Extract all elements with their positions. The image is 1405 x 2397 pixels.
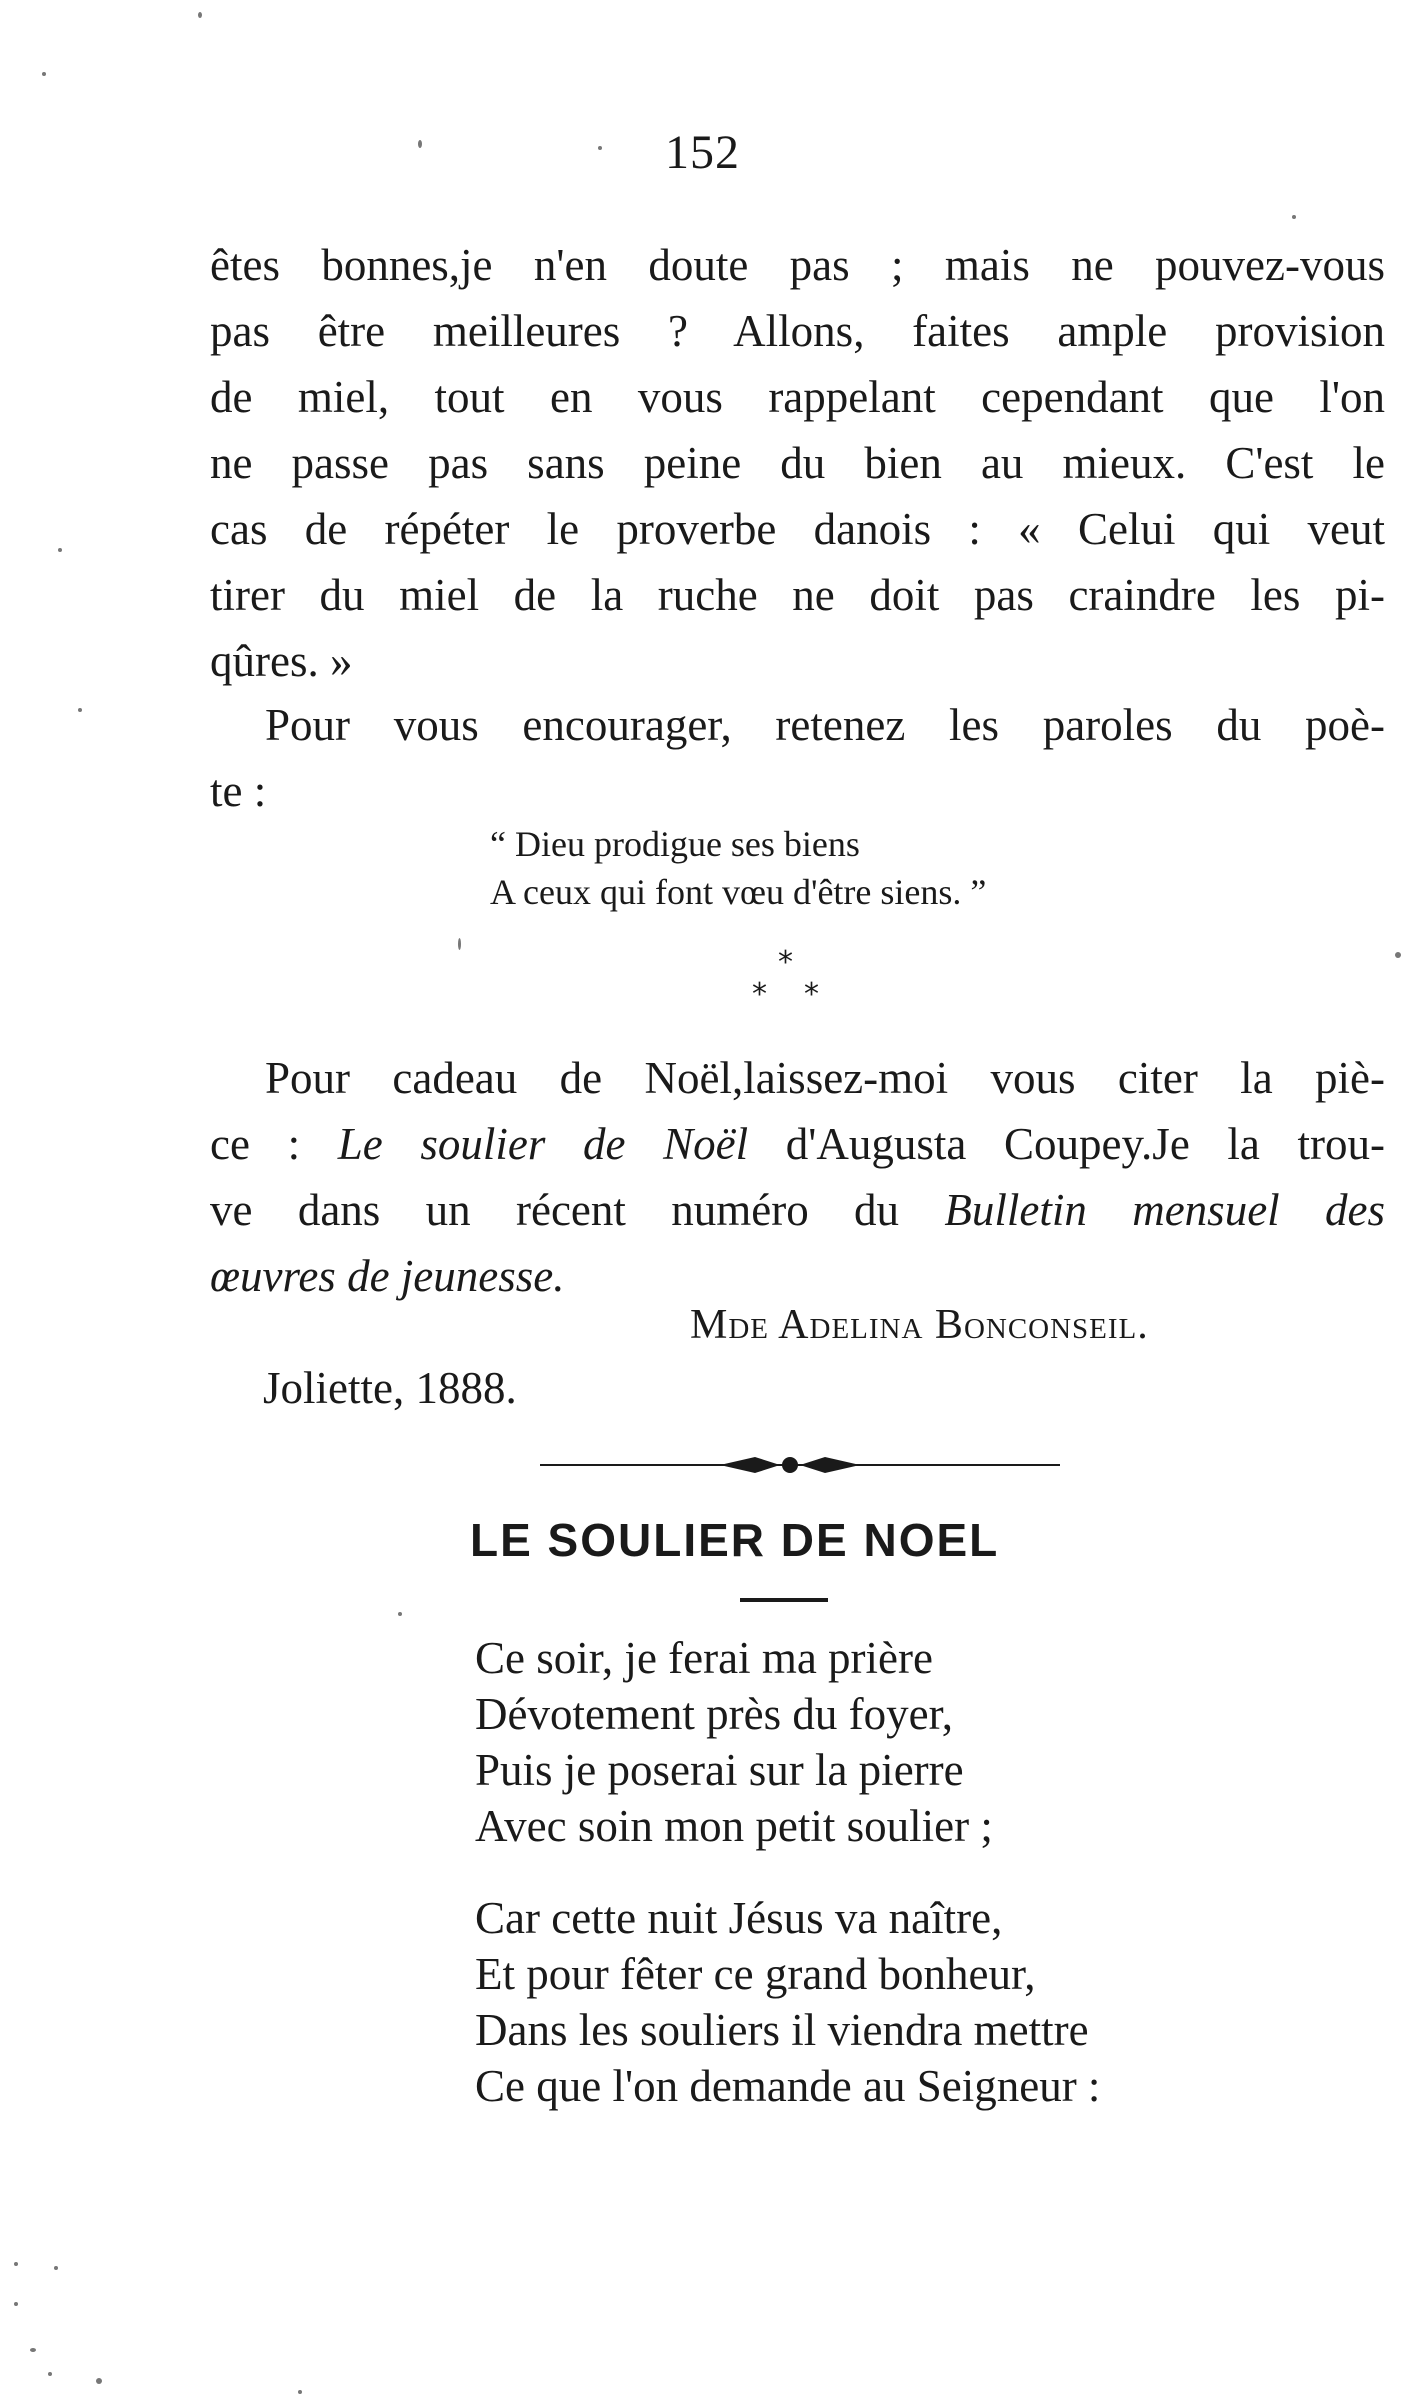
text-line bbox=[210, 1111, 1385, 1177]
text-line bbox=[210, 1177, 1385, 1243]
text-segment: ve dans un récent numéro du bbox=[210, 1185, 945, 1235]
scan-speck bbox=[14, 2302, 18, 2306]
text-segment: d'Augusta Coupey.Je la trou- bbox=[748, 1119, 1386, 1169]
scan-speck bbox=[96, 2378, 102, 2384]
quote-line: “ Dieu prodigue ses biens bbox=[490, 824, 860, 864]
author-signature: Mde Adelina Bonconseil. bbox=[690, 1302, 1149, 1348]
asterisk-icon: * bbox=[752, 977, 767, 1012]
scan-speck bbox=[58, 548, 62, 552]
place-date: Joliette, 1888. bbox=[263, 1363, 517, 1413]
scan-speck bbox=[418, 140, 422, 148]
poem-stanza-2 bbox=[475, 1890, 1100, 2114]
italic-title: Bulletin mensuel des bbox=[944, 1185, 1385, 1235]
text-line: pas être meilleures ? Allons, faites ample provision bbox=[210, 306, 1385, 356]
verse-line: Puis je poserai sur la pierre bbox=[475, 1745, 964, 1795]
verse-line: Et pour fêter ce grand bonheur, bbox=[475, 1949, 1036, 1999]
scan-speck bbox=[398, 1612, 402, 1616]
poem-title: LE SOULIER DE NOEL bbox=[470, 1514, 1000, 1566]
verse-line: Dans les souliers il viendra mettre bbox=[475, 2005, 1089, 2055]
italic-title: œuvres de jeunesse. bbox=[210, 1251, 565, 1301]
scan-speck bbox=[458, 938, 461, 950]
paragraph-1 bbox=[210, 232, 1385, 694]
paragraph-2 bbox=[210, 692, 1385, 824]
asterisk-icon: * bbox=[778, 945, 793, 980]
verse-line: Avec soin mon petit soulier ; bbox=[475, 1801, 993, 1851]
scan-speck bbox=[198, 12, 202, 18]
text-line: Pour vous encourager, retenez les paroles du poè- bbox=[265, 700, 1385, 750]
page-number: 152 bbox=[665, 126, 740, 179]
verse-line: Car cette nuit Jésus va naître, bbox=[475, 1893, 1003, 1943]
verse-line: Dévotement près du foyer, bbox=[475, 1689, 954, 1739]
scan-speck bbox=[1292, 215, 1296, 219]
title-underline bbox=[740, 1598, 828, 1602]
text-line: Pour cadeau de Noël,laissez-moi vous citer la piè- bbox=[265, 1053, 1385, 1103]
text-segment: ce : bbox=[210, 1119, 338, 1169]
text-line: êtes bonnes,je n'en doute pas ; mais ne pouvez-vous bbox=[210, 240, 1385, 290]
scan-speck bbox=[48, 2372, 52, 2376]
quote-line: A ceux qui font vœu d'être siens. ” bbox=[490, 872, 987, 912]
asterisk-icon: * bbox=[804, 977, 819, 1012]
ornamental-divider-icon bbox=[540, 1450, 1060, 1480]
italic-title: Le soulier de Noël bbox=[337, 1119, 749, 1169]
scan-speck bbox=[14, 2262, 18, 2266]
scan-speck bbox=[598, 146, 602, 150]
text-line: de miel, tout en vous rappelant cependant que l'on bbox=[210, 372, 1385, 422]
asterism-separator bbox=[740, 945, 840, 1025]
text-line: ne passe pas sans peine du bien au mieux. C'est le bbox=[210, 438, 1385, 488]
scan-speck bbox=[298, 2390, 302, 2394]
text-line: te : bbox=[210, 766, 267, 816]
scan-speck bbox=[54, 2266, 58, 2270]
text-line: cas de répéter le proverbe danois : « Celui qui veut bbox=[210, 504, 1385, 554]
poem-stanza-1 bbox=[475, 1630, 993, 1854]
text-line: qûres. » bbox=[210, 636, 353, 686]
scan-speck bbox=[42, 72, 46, 76]
scan-speck bbox=[30, 2348, 36, 2352]
scan-speck bbox=[78, 708, 82, 712]
verse-line: Ce soir, je ferai ma prière bbox=[475, 1633, 933, 1683]
verse-line: Ce que l'on demande au Seigneur : bbox=[475, 2061, 1101, 2111]
verse-quote bbox=[490, 820, 986, 916]
paragraph-3 bbox=[210, 1045, 1385, 1309]
text-line: tirer du miel de la ruche ne doit pas craindre les pi- bbox=[210, 570, 1385, 620]
scan-speck bbox=[1395, 952, 1401, 958]
